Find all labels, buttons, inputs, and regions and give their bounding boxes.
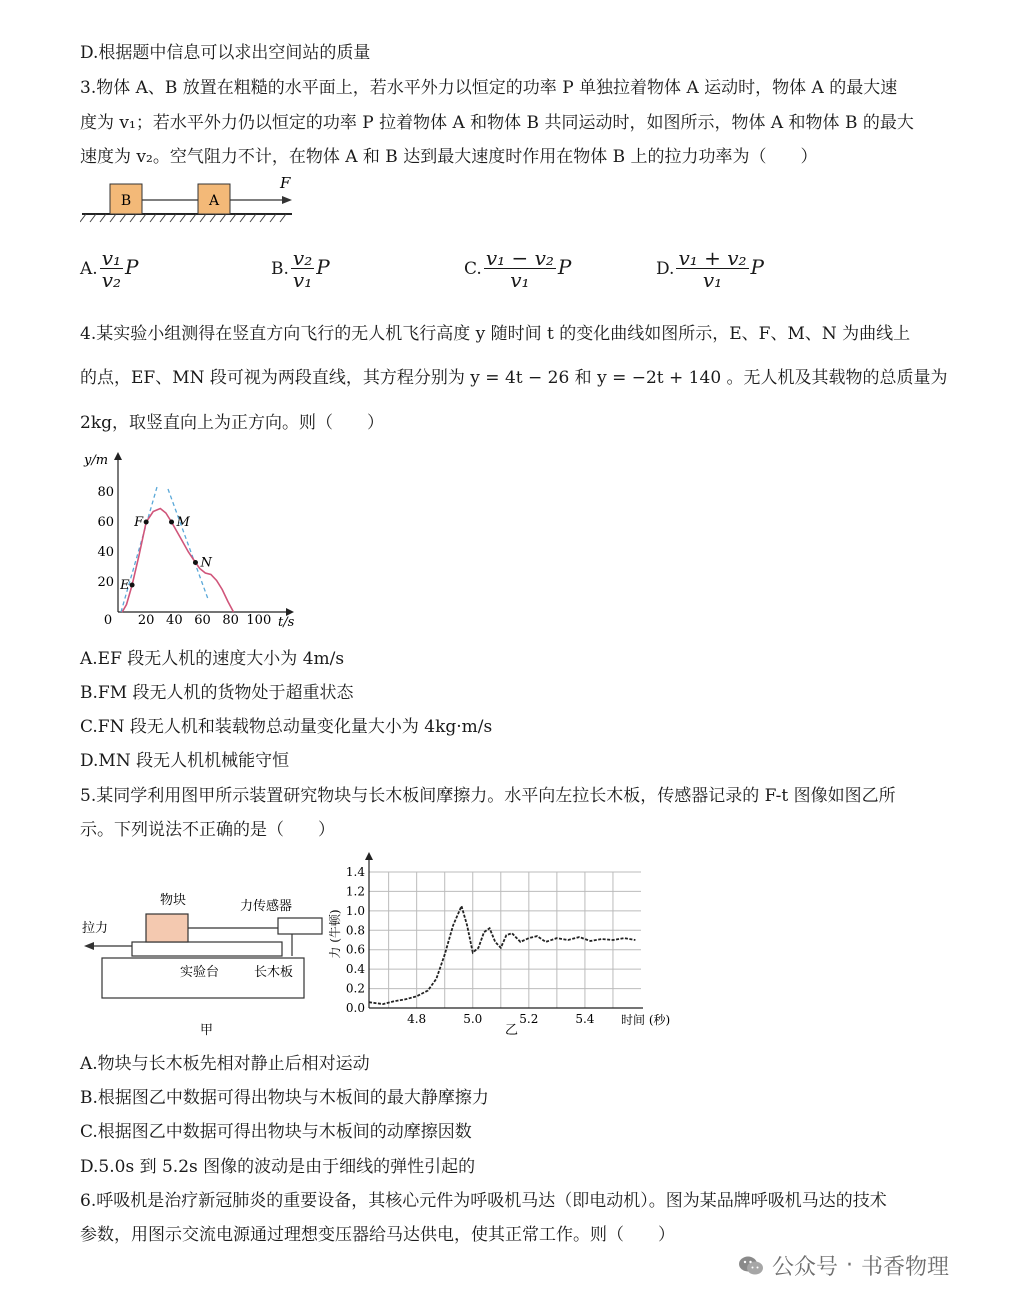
q4-option-c: C.FN 段无人机和装载物总动量变化量大小为 4kg·m/s [80,717,493,737]
x-tick-label: 0 [103,613,113,628]
q4-line2: 的点，EF、MN 段可视为两段直线，其方程分别为 y = 4t − 26 和 y = −2t + 140 。无人机及其载物的总质量为 [80,368,948,388]
q3-option-b: B. $\frac{\text{v₂}}{\text{v₁}}$ P [271,246,330,292]
point-label-e: E [120,578,130,593]
point-m [169,520,174,525]
x-tick-label: 5.4 [575,1012,595,1026]
q3-option-c: C. $\frac{\text{v₁ − v₂}}{\text{v₁}}$ P [464,246,572,292]
y-axis-label: y/m [84,453,109,468]
q5-option-c: C.根据图乙中数据可得出物块与木板间的动摩擦因数 [80,1122,472,1142]
q5-option-b: B.根据图乙中数据可得出物块与木板间的最大静摩擦力 [80,1088,489,1108]
y-tick-label: 0.8 [345,923,365,938]
point-label-f: F [134,515,144,530]
block-a-label: A [208,193,220,209]
q5-line1: 5.某同学利用图甲所示装置研究物块与长木板间摩擦力。水平向左拉长木板，传感器记录的 F-t 图像如图乙所 [80,786,896,806]
point-n [193,560,198,565]
tangent-ef [121,487,157,612]
q3-figure [80,172,300,228]
y-tick-label: 60 [97,515,114,530]
sensor-label: 力传感器 [240,899,293,914]
x-axis-label: t/s [278,615,295,630]
table-label: 实验台 [180,965,220,980]
x-tick-label: 5.0 [463,1012,483,1026]
long-board [132,942,282,956]
point-f [144,520,149,525]
force-sensor [278,918,322,934]
board-label: 长木板 [254,965,294,980]
q4-line1: 4.某实验小组测得在竖直方向飞行的无人机飞行高度 y 随时间 t 的变化曲线如图所示，E、F、M、N 为曲线上 [80,324,911,344]
block-b-label: B [120,193,132,209]
wechat-icon [738,1255,764,1277]
point-label-n: N [200,555,212,571]
y-axis-label: 力 (牛顿) [328,909,342,959]
x-tick-label: 40 [166,613,183,628]
y-tick-label: 1.4 [345,865,365,879]
y-tick-label: 0.0 [345,1001,365,1015]
y-tick-label: 20 [97,575,114,590]
q6-line2: 参数，用图示交流电源通过理想变压器给马达供电，使其正常工作。则（ ） [80,1225,675,1245]
y-tick-label: 0.2 [345,981,365,996]
q5-option-a: A.物块与长木板先相对静止后相对运动 [80,1054,370,1074]
x-tick-label: 60 [194,613,211,628]
q5-option-d: D.5.0s 到 5.2s 图像的波动是由于细线的弹性引起的 [80,1157,476,1177]
pull-label: 拉力 [82,921,109,936]
q3-line2: 度为 v₁；若水平外力仍以恒定的功率 P 拉着物体 A 和物体 B 共同运动时，如图所示，物体 A 和物体 B 的最大 [80,113,914,133]
q4-height-time-chart [80,448,300,630]
q3-line3: 速度为 v₂。空气阻力不计，在物体 A 和 B 达到最大速度时作用在物体 B 上的拉力功率为（ ） [80,147,818,167]
y-tick-label: 0.4 [345,962,365,977]
x-tick-label: 80 [222,613,239,628]
q2-option-d: D.根据题中信息可以求出空间站的质量 [80,43,371,63]
q4-option-a: A.EF 段无人机的速度大小为 4m/s [80,649,345,669]
q3-option-a: A. $\frac{\text{v₁}}{\text{v₂}}$ P [80,246,139,292]
point-label-m: M [176,515,190,530]
q4-option-b: B.FM 段无人机的货物处于超重状态 [80,683,354,703]
x-tick-label: 4.8 [407,1012,427,1026]
watermark-prefix: 公众号 [772,1255,839,1280]
force-label: F [280,174,291,192]
x-tick-label: 20 [137,613,155,628]
block [146,914,188,942]
q5-apparatus-figure [80,880,330,1040]
q5-line2: 示。下列说法不正确的是（ ） [80,820,335,840]
caption-yi: 乙 [505,1023,519,1038]
q6-line1: 6.呼吸机是治疗新冠肺炎的重要设备，其核心元件为呼吸机马达（即电动机）。图为某品牌呼吸机马达的技术 [80,1191,887,1211]
x-tick-label: 100 [246,613,272,628]
watermark [738,1250,949,1281]
y-tick-label: 40 [97,545,114,560]
y-tick-label: 80 [97,485,114,500]
axes [114,452,294,616]
x-axis-label: 时间 (秒) [621,1013,671,1027]
tangent-mn [168,489,208,599]
y-tick-label: 1.2 [345,884,365,899]
watermark-sep: · [846,1253,854,1278]
watermark-name: 书香物理 [861,1255,950,1280]
force-curve [369,906,635,1004]
point-e [130,583,135,588]
q3-line1: 3.物体 A、B 放置在粗糙的水平面上，若水平外力以恒定的功率 P 单独拉着物体 A 运动时，物体 A 的最大速 [80,78,898,98]
caption-jia: 甲 [200,1023,214,1038]
q5-force-time-chart [325,850,695,1038]
block-label: 物块 [160,893,187,908]
y-tick-label: 1.0 [345,903,365,918]
q3-option-d: D. $\frac{\text{v₁ + v₂}}{\text{v₁}}$ P [656,246,765,292]
q4-line3: 2kg，取竖直向上为正方向。则（ ） [80,413,384,433]
x-tick-label: 5.2 [519,1012,539,1026]
y-tick-label: 0.6 [345,942,365,957]
q4-option-d: D.MN 段无人机机械能守恒 [80,751,290,771]
